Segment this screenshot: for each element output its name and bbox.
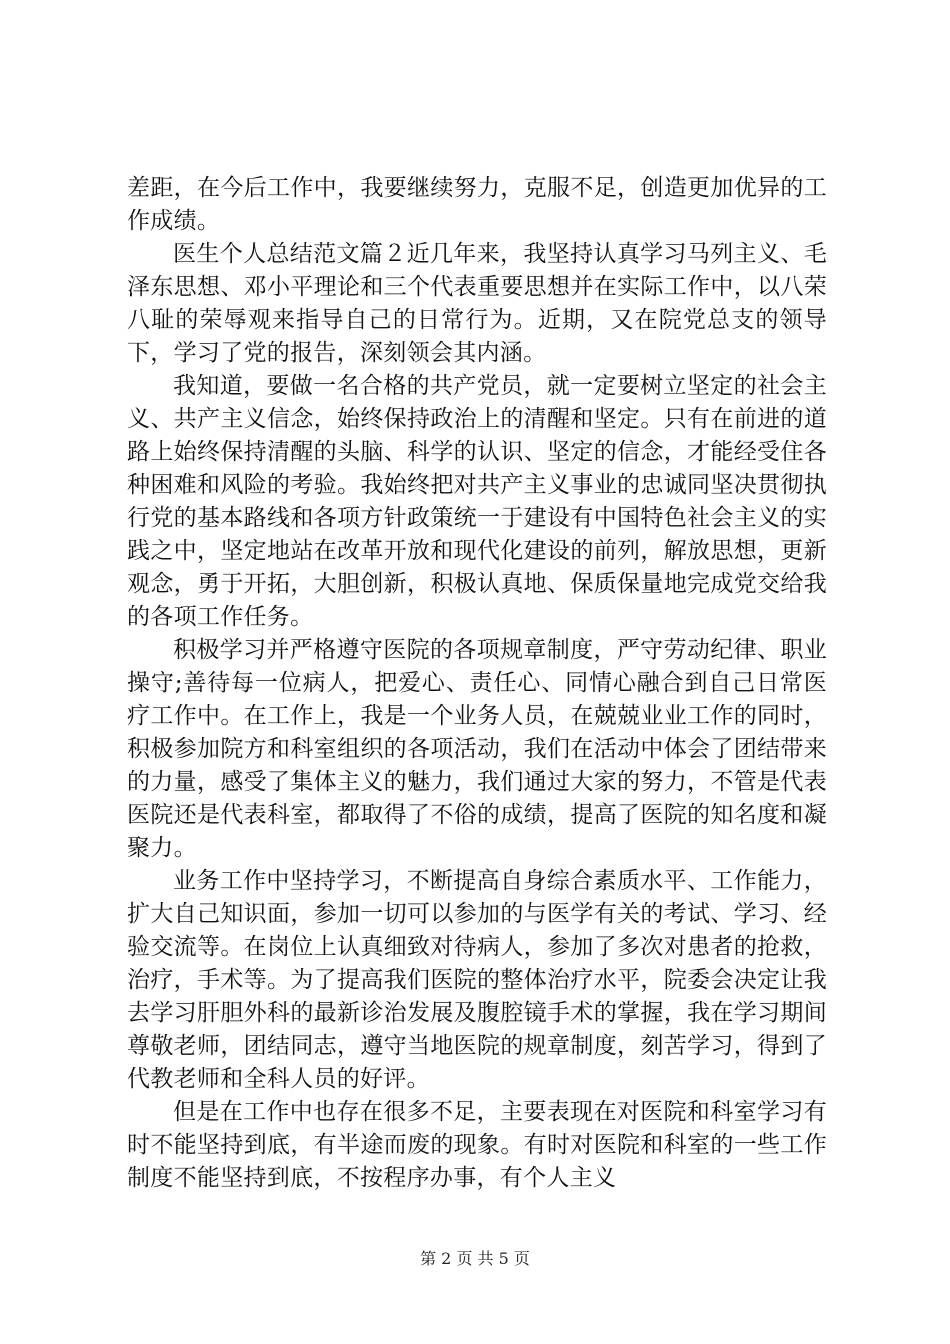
paragraph-3: 我知道，要做一名合格的共产党员，就一定要树立坚定的社会主义、共产主义信念，始终保持政治上的清醒和坚定。只有在前进的道路上始终保持清醒的头脑、科学的认识、坚定的信念，才能经受住各种困难和风险的考验。我始终把对共产主义事业的忠诚同坚决贯彻执行党的基本路线和各项方针政策统一于建设有中国特色社会主义的实践之中，坚定地站在改革开放和现代化建设的前列，解放思想，更新观念，勇于开拓，大胆创新，积极认真地、保质保量地完成党交给我的各项工作任务。 (127, 373, 827, 630)
page-number: 第 2 页 共 5 页 (420, 1249, 530, 1268)
document-body (127, 172, 827, 1195)
paragraph-2: 医生个人总结范文篇２近几年来，我坚持认真学习马列主义、毛泽东思想、邓小平理论和三个代表重要思想并在实际工作中，以八荣八耻的荣辱观来指导自己的日常行为。近期，又在院党总支的领导下，学习了党的报告，深刻领会其内涵。 (127, 241, 827, 366)
paragraph-4: 积极学习并严格遵守医院的各项规章制度，严守劳动纪律、职业操守;善待每一位病人，把爱心、责任心、同情心融合到自己日常医疗工作中。在工作上，我是一个业务人员，在兢兢业业工作的同时，积极参加院方和科室组织的各项活动，我们在活动中体会了团结带来的力量，感受了集体主义的魅力，我们通过大家的努力，不管是代表医院还是代表科室，都取得了不俗的成绩，提高了医院的知名度和凝聚力。 (127, 637, 827, 861)
paragraph-5: 业务工作中坚持学习，不断提高自身综合素质水平、工作能力，扩大自己知识面，参加一切可以参加的与医学有关的考试、学习、经验交流等。在岗位上认真细致对待病人，参加了多次对患者的抢救，治疗，手术等。为了提高我们医院的整体治疗水平，院委会决定让我去学习肝胆外科的最新诊治发展及腹腔镜手术的掌握，我在学习期间尊敬老师，团结同志，遵守当地医院的规章制度，刻苦学习，得到了代教老师和全科人员的好评。 (127, 868, 827, 1092)
paragraph-1: 差距，在今后工作中，我要继续努力，克服不足，创造更加优异的工作成绩。 (127, 175, 827, 234)
paragraph-6: 但是在工作中也存在很多不足，主要表现在对医院和科室学习有时不能坚持到底，有半途而废的现象。有时对医院和科室的一些工作制度不能坚持到底，不按程序办事，有个人主义 (127, 1099, 827, 1191)
page-footer (0, 1246, 950, 1269)
